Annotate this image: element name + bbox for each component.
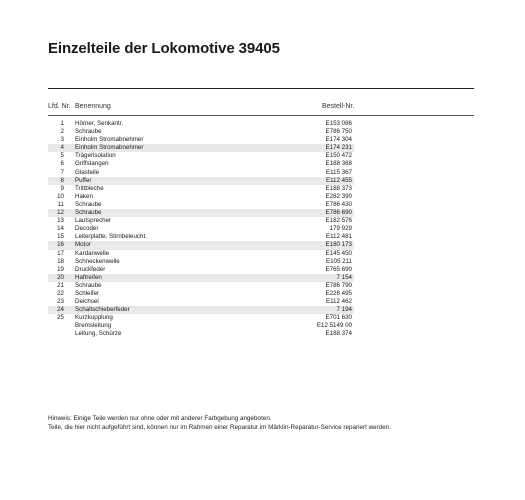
table-row [48,298,354,306]
header-divider [48,115,474,116]
table-row [48,160,354,168]
table-row [48,185,354,193]
row-name: Haken [75,192,93,200]
table-row [48,201,354,209]
row-order: E786 430 [325,200,352,208]
row-name: Lautsprecher [75,217,112,225]
row-nr: 15 [57,233,64,241]
row-name: Glasteile [75,168,100,176]
row-order: E282 390 [325,192,352,200]
note-hint: Hinweis: Einige Teile werden nur ohne oder mit anderer Farbgebung angeboten. [48,415,272,422]
table-row [48,274,354,282]
row-order: E115 367 [325,168,352,176]
row-order: E112 462 [325,298,352,306]
row-name: Decoder [75,225,99,233]
row-name: Kurzkupplung [75,314,113,322]
row-order: E153 086 [325,120,352,127]
row-order: 7 194 [336,306,352,314]
row-name: Trägerisolation [75,152,116,160]
row-name: Deichsel [75,298,99,306]
table-row [48,177,354,185]
table-row [48,128,354,136]
row-name: Schraube [75,200,102,208]
table-row [48,322,354,330]
row-order: E786 790 [325,281,352,289]
row-name: Trittbleche [75,184,104,192]
row-name: Schneckenwelle [75,257,120,265]
notes-block [48,415,468,432]
note-repair: Teile, die hier nicht aufgeführt sind, können nur im Rahmen einer Reparatur im Märklin-Reparatur-Service repariert werden. [48,423,391,431]
table-row [48,266,354,274]
row-order: E188 374 [325,330,352,338]
row-name: Einholm Stromabnehmer [75,136,144,144]
row-order: E701 630 [325,314,352,322]
row-order: E112 455 [325,176,352,184]
row-name: Einholm Stromabnehmer [75,144,144,152]
row-nr: 5 [60,152,64,160]
table-row [48,250,354,258]
table-row [48,217,354,225]
row-order: E174 304 [325,136,352,144]
row-nr: 19 [57,265,64,273]
table-row [48,209,354,217]
table-row [48,136,354,144]
column-header-nr: Lfd. Nr. [48,103,71,110]
row-order: E188 368 [325,160,352,168]
row-order: E786 750 [325,128,352,136]
row-name: Haftreifen [75,273,102,281]
table-row [48,120,354,128]
row-order: E765 690 [325,265,352,273]
row-nr: 22 [57,289,64,297]
row-order: E150 472 [325,152,352,160]
table-row [48,290,354,298]
row-nr: 3 [60,136,64,144]
row-nr: 9 [60,184,64,192]
column-header-order: Bestell-Nr. [322,103,355,110]
column-header-name: Benennung [75,103,111,110]
row-order: 7 154 [336,273,352,281]
row-nr: 7 [60,168,64,176]
row-name: Motor [75,241,91,249]
row-name: Schleifer [75,289,100,297]
row-nr: 1 [60,120,64,127]
row-nr: 10 [57,192,64,200]
table-row [48,233,354,241]
row-order: 179 929 [329,225,352,233]
table-row [48,193,354,201]
table-row [48,314,354,322]
row-nr: 11 [57,200,64,208]
table-row [48,144,354,152]
table-row [48,258,354,266]
row-order: E182 576 [325,217,352,225]
row-order: E188 373 [325,184,352,192]
row-name: Kardanwelle [75,249,110,257]
row-order: E226 495 [325,289,352,297]
row-nr: 14 [57,225,64,233]
row-name: Griffstangen [75,160,109,168]
table-row [48,169,354,177]
row-nr: 17 [57,249,64,257]
row-nr: 25 [57,314,64,322]
row-order: E145 450 [325,249,352,257]
row-name: Bremsleitung [75,322,112,330]
row-nr: 23 [57,298,64,306]
row-name: Schraube [75,128,102,136]
row-nr: 8 [60,176,64,184]
page-title: Einzelteile der Lokomotive 39405 [48,40,280,57]
row-nr: 16 [57,241,64,249]
row-order: E786 690 [325,209,352,217]
parts-table [48,120,354,339]
row-order: E112 481 [325,233,352,241]
row-order: E180 173 [325,241,352,249]
row-nr: 2 [60,128,64,136]
row-name: Leiterplatte, Stirnbeleucht. [75,233,147,241]
table-row [48,225,354,233]
table-row [48,241,354,249]
title-divider [48,88,474,89]
row-nr: 12 [57,209,64,217]
row-name: Schraube [75,281,102,289]
row-nr: 6 [60,160,64,168]
row-order: E12 5149 00 [316,322,352,330]
row-name: Leitung, Schürze [75,330,122,338]
row-nr: 21 [57,281,64,289]
row-nr: 18 [57,257,64,265]
row-name: Hörner, Senkantr. [75,120,124,127]
row-order: E174 231 [325,144,352,152]
row-nr: 20 [57,273,64,281]
row-order: E105 211 [325,257,352,265]
table-row [48,152,354,160]
table-row [48,282,354,290]
row-name: Puffer [75,176,92,184]
row-nr: 13 [57,217,64,225]
table-row [48,330,354,338]
row-nr: 4 [60,144,64,152]
row-name: Druckfeder [75,265,106,273]
row-name: Schraube [75,209,102,217]
row-name: Schaltschieberfeder [75,306,130,314]
table-row [48,306,354,314]
row-nr: 24 [57,306,64,314]
